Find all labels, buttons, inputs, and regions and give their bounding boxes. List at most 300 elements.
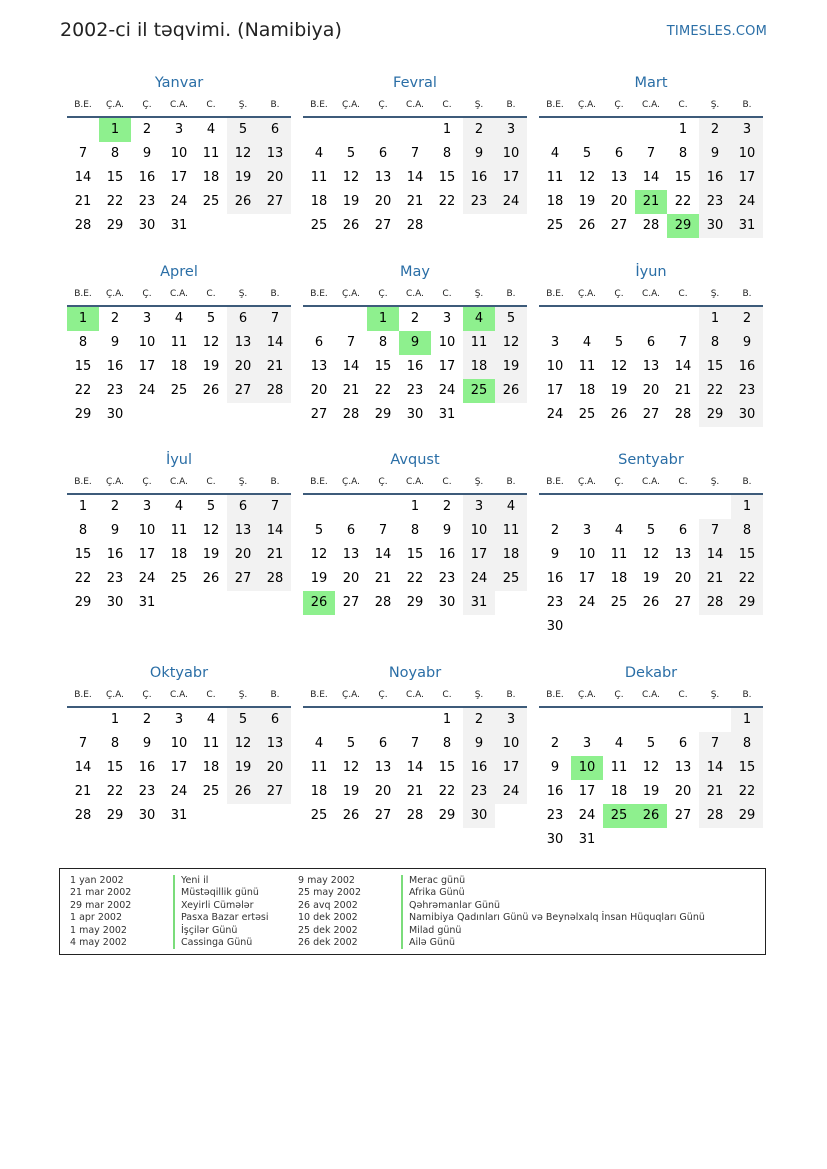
empty-cell (227, 591, 259, 615)
month-may (303, 259, 527, 427)
weekday-label: Ç.A. (341, 690, 360, 700)
day-cell: 18 (170, 359, 188, 374)
day-cell: 21 (259, 355, 291, 379)
day-cell: 27 (674, 595, 692, 610)
week-row (303, 708, 527, 732)
day-cell: 27 (674, 808, 692, 823)
day-cell: 27 (610, 218, 628, 233)
empty-cell (463, 403, 495, 427)
legend-marker (173, 875, 175, 887)
empty-cell (303, 118, 335, 142)
empty-cell (367, 708, 399, 732)
week-row (539, 591, 763, 615)
day-cell: 28 (259, 379, 291, 403)
empty-cell (463, 214, 495, 238)
day-cell: 18 (310, 784, 328, 799)
day-cell: 29 (74, 595, 92, 610)
legend-row (298, 875, 705, 887)
day-cell: 25 (610, 595, 628, 610)
week-row (539, 118, 763, 142)
day-cell: 31 (138, 595, 156, 610)
day-cell: 22 (74, 571, 92, 586)
week-row (303, 355, 527, 379)
day-cell: 1 (78, 499, 88, 514)
weekday-label: B. (506, 289, 516, 299)
day-cell: 14 (406, 760, 424, 775)
empty-cell (571, 118, 603, 142)
day-cell: 14 (74, 170, 92, 185)
day-cell: 20 (642, 383, 660, 398)
day-cell: 27 (310, 407, 328, 422)
week-row (303, 519, 527, 543)
month-name: İyul (165, 452, 193, 468)
week-row (303, 804, 527, 828)
weekday-label: Ç.A. (105, 477, 124, 487)
legend-marker (401, 900, 403, 912)
day-cell: 16 (138, 760, 156, 775)
weekday-label: B.E. (74, 289, 92, 299)
week-row (539, 708, 763, 732)
day-cell: 15 (438, 760, 456, 775)
empty-cell (539, 307, 571, 331)
weekday-label: Ç. (614, 100, 624, 110)
weekday-label: Ç. (378, 690, 388, 700)
weekday-label: B.E. (310, 690, 328, 700)
week-row (539, 732, 763, 756)
empty-cell (635, 307, 667, 331)
weekday-label: Ç.A. (577, 100, 596, 110)
day-cell: 9 (463, 732, 495, 756)
empty-cell (603, 708, 635, 732)
day-cell: 21 (259, 543, 291, 567)
weekday-label: Ş. (710, 100, 720, 110)
legend-holiday-name: Müstəqillik günü (181, 887, 259, 899)
legend-date: 29 mar 2002 (70, 899, 132, 911)
week-row (539, 307, 763, 331)
week-row (67, 214, 291, 238)
day-cell: 17 (438, 359, 456, 374)
empty-cell (495, 214, 527, 238)
day-cell: 3 (495, 118, 527, 142)
empty-cell (603, 307, 635, 331)
weekday-label: C. (206, 477, 216, 487)
holiday-day-cell: 4 (463, 307, 495, 331)
day-cell: 23 (406, 383, 424, 398)
day-cell: 4 (614, 523, 624, 538)
weekday-label: B.E. (74, 690, 92, 700)
day-cell: 28 (674, 407, 692, 422)
weekday-label: B. (742, 477, 752, 487)
legend-date: 26 avq 2002 (298, 899, 358, 911)
day-cell: 20 (674, 784, 692, 799)
brand-link[interactable]: TIMESLES.COM (666, 24, 767, 39)
month-name: Sentyabr (618, 452, 684, 468)
day-cell: 1 (678, 122, 688, 137)
day-cell: 11 (202, 146, 220, 161)
day-cell: 24 (438, 383, 456, 398)
day-cell: 9 (550, 547, 560, 562)
day-cell: 19 (227, 756, 259, 780)
day-cell: 7 (259, 307, 291, 331)
day-cell: 13 (259, 732, 291, 756)
day-cell: 11 (310, 170, 328, 185)
weekday-label: Ç. (142, 289, 152, 299)
day-cell: 5 (227, 118, 259, 142)
weekday-label: Ş. (710, 690, 720, 700)
day-cell: 19 (642, 784, 660, 799)
day-cell: 9 (110, 335, 120, 350)
legend-date: 1 apr 2002 (70, 912, 123, 924)
month-name: İyun (635, 264, 667, 280)
day-cell: 9 (442, 523, 452, 538)
day-cell: 28 (342, 407, 360, 422)
day-cell: 18 (202, 760, 220, 775)
legend-row (298, 887, 705, 899)
weekday-label: C.A. (169, 100, 188, 110)
legend-marker (173, 900, 175, 912)
holiday-day-cell: 10 (571, 756, 603, 780)
weekday-label: B.E. (546, 477, 564, 487)
day-cell: 19 (610, 383, 628, 398)
weekday-label: B. (270, 289, 280, 299)
week-row (67, 756, 291, 780)
day-cell: 26 (202, 571, 220, 586)
day-cell: 17 (170, 760, 188, 775)
holiday-day-cell: 29 (667, 214, 699, 238)
empty-cell (367, 118, 399, 142)
day-cell: 9 (699, 142, 731, 166)
day-cell: 9 (110, 523, 120, 538)
empty-cell (195, 403, 227, 427)
day-cell: 6 (346, 523, 356, 538)
day-cell: 4 (550, 146, 560, 161)
day-cell: 3 (495, 708, 527, 732)
day-cell: 26 (578, 218, 596, 233)
empty-cell (667, 615, 699, 639)
day-cell: 8 (378, 335, 388, 350)
day-cell: 8 (699, 331, 731, 355)
day-cell: 10 (170, 736, 188, 751)
day-cell: 3 (463, 495, 495, 519)
day-cell: 13 (227, 331, 259, 355)
weekday-label: C. (678, 100, 688, 110)
day-cell: 19 (578, 194, 596, 209)
day-cell: 10 (138, 335, 156, 350)
weekday-label: C.A. (169, 690, 188, 700)
empty-cell (367, 495, 399, 519)
weekday-header (303, 285, 527, 307)
day-cell: 16 (463, 166, 495, 190)
day-cell: 23 (546, 808, 564, 823)
day-cell: 7 (78, 146, 88, 161)
legend-marker (173, 912, 175, 924)
empty-cell (163, 403, 195, 427)
day-cell: 7 (346, 335, 356, 350)
weekday-label: C. (442, 690, 452, 700)
day-cell: 4 (314, 146, 324, 161)
day-cell: 15 (438, 170, 456, 185)
week-row (539, 828, 763, 852)
day-cell: 8 (442, 146, 452, 161)
weekday-label: C.A. (405, 477, 424, 487)
day-cell: 12 (227, 142, 259, 166)
empty-cell (303, 495, 335, 519)
day-cell: 23 (699, 190, 731, 214)
day-cell: 6 (678, 523, 688, 538)
day-cell: 18 (546, 194, 564, 209)
day-cell: 16 (406, 359, 424, 374)
weekday-label: C. (442, 100, 452, 110)
day-cell: 28 (642, 218, 660, 233)
week-row (303, 190, 527, 214)
day-cell: 22 (374, 383, 392, 398)
weekday-label: Ç.A. (105, 100, 124, 110)
day-cell: 24 (138, 383, 156, 398)
day-cell: 12 (202, 523, 220, 538)
day-cell: 4 (614, 736, 624, 751)
day-cell: 12 (342, 760, 360, 775)
month-name: Yanvar (154, 75, 204, 91)
day-cell: 25 (310, 808, 328, 823)
day-cell: 8 (442, 736, 452, 751)
day-cell: 12 (227, 732, 259, 756)
day-cell: 17 (546, 383, 564, 398)
weekday-label: Ş. (238, 477, 248, 487)
weekday-header (539, 686, 763, 708)
day-cell: 20 (674, 571, 692, 586)
legend-holiday-name: Milad günü (409, 924, 462, 936)
legend-holiday-name: Afrika Günü (409, 887, 465, 899)
legend-row (70, 900, 269, 912)
empty-cell (195, 591, 227, 615)
week-row (303, 166, 527, 190)
day-cell: 7 (699, 732, 731, 756)
week-row (67, 331, 291, 355)
day-cell: 24 (170, 194, 188, 209)
day-cell: 22 (106, 194, 124, 209)
day-cell: 5 (346, 146, 356, 161)
day-cell: 20 (374, 784, 392, 799)
day-cell: 5 (346, 736, 356, 751)
week-row (303, 403, 527, 427)
week-row (539, 403, 763, 427)
day-cell: 28 (259, 567, 291, 591)
day-cell: 12 (642, 547, 660, 562)
day-cell: 7 (378, 523, 388, 538)
empty-cell (603, 615, 635, 639)
weekday-label: C.A. (641, 477, 660, 487)
month-name: May (400, 264, 430, 280)
holiday-day-cell: 1 (367, 307, 399, 331)
holiday-legend (59, 868, 766, 955)
day-cell: 29 (374, 407, 392, 422)
day-cell: 14 (406, 170, 424, 185)
day-cell: 13 (374, 170, 392, 185)
day-cell: 2 (442, 499, 452, 514)
day-cell: 31 (463, 591, 495, 615)
empty-cell (495, 403, 527, 427)
day-cell: 11 (170, 523, 188, 538)
month-i̇yun (539, 259, 763, 427)
day-cell: 6 (227, 307, 259, 331)
day-cell: 24 (731, 190, 763, 214)
empty-cell (227, 403, 259, 427)
day-cell: 8 (731, 519, 763, 543)
day-cell: 16 (546, 784, 564, 799)
day-cell: 27 (374, 808, 392, 823)
day-cell: 5 (495, 307, 527, 331)
week-row (539, 214, 763, 238)
weekday-label: Ş. (238, 289, 248, 299)
day-cell: 13 (610, 170, 628, 185)
legend-marker (401, 875, 403, 887)
day-cell: 23 (546, 595, 564, 610)
weekday-label: Ç. (142, 690, 152, 700)
day-cell: 8 (110, 736, 120, 751)
week-row (67, 307, 291, 331)
day-cell: 5 (314, 523, 324, 538)
day-cell: 8 (110, 146, 120, 161)
day-cell: 25 (546, 218, 564, 233)
day-cell: 21 (74, 194, 92, 209)
day-cell: 1 (731, 495, 763, 519)
holiday-day-cell: 26 (635, 804, 667, 828)
day-cell: 19 (310, 571, 328, 586)
legend-holiday-name: Namibiya Qadınları Günü və Beynəlxalq İnsan Hüquqları Günü (409, 912, 705, 924)
day-cell: 14 (259, 519, 291, 543)
day-cell: 7 (410, 736, 420, 751)
day-cell: 27 (642, 407, 660, 422)
day-cell: 5 (646, 736, 656, 751)
day-cell: 30 (106, 407, 124, 422)
day-cell: 14 (674, 359, 692, 374)
day-cell: 15 (374, 359, 392, 374)
day-cell: 18 (202, 170, 220, 185)
day-cell: 4 (314, 736, 324, 751)
legend-marker (173, 937, 175, 949)
legend-row (298, 937, 705, 949)
week-row (539, 615, 763, 639)
day-cell: 31 (438, 407, 456, 422)
empty-cell (195, 214, 227, 238)
weekday-label: B. (506, 690, 516, 700)
day-cell: 9 (550, 760, 560, 775)
day-cell: 20 (374, 194, 392, 209)
empty-cell (195, 804, 227, 828)
weekday-label: B. (742, 289, 752, 299)
day-cell: 19 (202, 547, 220, 562)
empty-cell (539, 708, 571, 732)
day-cell: 19 (342, 784, 360, 799)
day-cell: 16 (438, 547, 456, 562)
day-cell: 4 (206, 122, 216, 137)
day-cell: 20 (259, 166, 291, 190)
day-cell: 3 (550, 335, 560, 350)
day-cell: 22 (699, 379, 731, 403)
week-row (67, 567, 291, 591)
day-cell: 11 (310, 760, 328, 775)
weekday-label: B.E. (310, 100, 328, 110)
week-row (67, 142, 291, 166)
day-cell: 14 (374, 547, 392, 562)
day-cell: 11 (170, 335, 188, 350)
day-cell: 16 (546, 571, 564, 586)
day-cell: 6 (314, 335, 324, 350)
week-row (303, 214, 527, 238)
day-cell: 14 (699, 756, 731, 780)
week-row (67, 190, 291, 214)
week-row (303, 567, 527, 591)
day-cell: 26 (227, 780, 259, 804)
empty-cell (259, 214, 291, 238)
day-cell: 30 (438, 595, 456, 610)
day-cell: 8 (78, 335, 88, 350)
day-cell: 4 (174, 311, 184, 326)
day-cell: 7 (78, 736, 88, 751)
day-cell: 13 (342, 547, 360, 562)
weekday-label: B. (270, 690, 280, 700)
day-cell: 2 (550, 736, 560, 751)
empty-cell (163, 591, 195, 615)
day-cell: 25 (170, 383, 188, 398)
day-cell: 8 (678, 146, 688, 161)
weekday-label: Ç.A. (577, 289, 596, 299)
empty-cell (335, 708, 367, 732)
empty-cell (227, 214, 259, 238)
day-cell: 13 (674, 760, 692, 775)
day-cell: 1 (410, 499, 420, 514)
empty-cell (571, 708, 603, 732)
day-cell: 13 (374, 760, 392, 775)
day-cell: 11 (610, 547, 628, 562)
legend-holiday-name: Xeyirli Cümələr (181, 899, 254, 911)
weekday-label: Ş. (710, 289, 720, 299)
legend-row (70, 875, 269, 887)
day-cell: 5 (206, 311, 216, 326)
day-cell: 26 (342, 218, 360, 233)
week-row (303, 142, 527, 166)
day-cell: 12 (310, 547, 328, 562)
day-cell: 5 (614, 335, 624, 350)
day-cell: 18 (495, 543, 527, 567)
day-cell: 1 (731, 708, 763, 732)
week-row (539, 519, 763, 543)
weekday-label: Ş. (474, 477, 484, 487)
empty-cell (635, 615, 667, 639)
legend-date: 1 yan 2002 (70, 875, 124, 886)
day-cell: 28 (699, 804, 731, 828)
day-cell: 28 (74, 218, 92, 233)
legend-row (70, 887, 269, 899)
day-cell: 8 (410, 523, 420, 538)
day-cell: 23 (138, 194, 156, 209)
weekday-label: B.E. (546, 690, 564, 700)
week-row (539, 142, 763, 166)
day-cell: 17 (463, 543, 495, 567)
day-cell: 21 (342, 383, 360, 398)
weekday-label: Ş. (238, 100, 248, 110)
day-cell: 26 (642, 595, 660, 610)
legend-holiday-name: Yeni il (181, 875, 209, 886)
day-cell: 26 (495, 379, 527, 403)
weekday-label: Ç. (378, 289, 388, 299)
day-cell: 2 (110, 499, 120, 514)
day-cell: 7 (699, 519, 731, 543)
empty-cell (667, 307, 699, 331)
week-row (539, 756, 763, 780)
month-dekabr (539, 660, 763, 852)
weekday-label: Ç.A. (341, 289, 360, 299)
